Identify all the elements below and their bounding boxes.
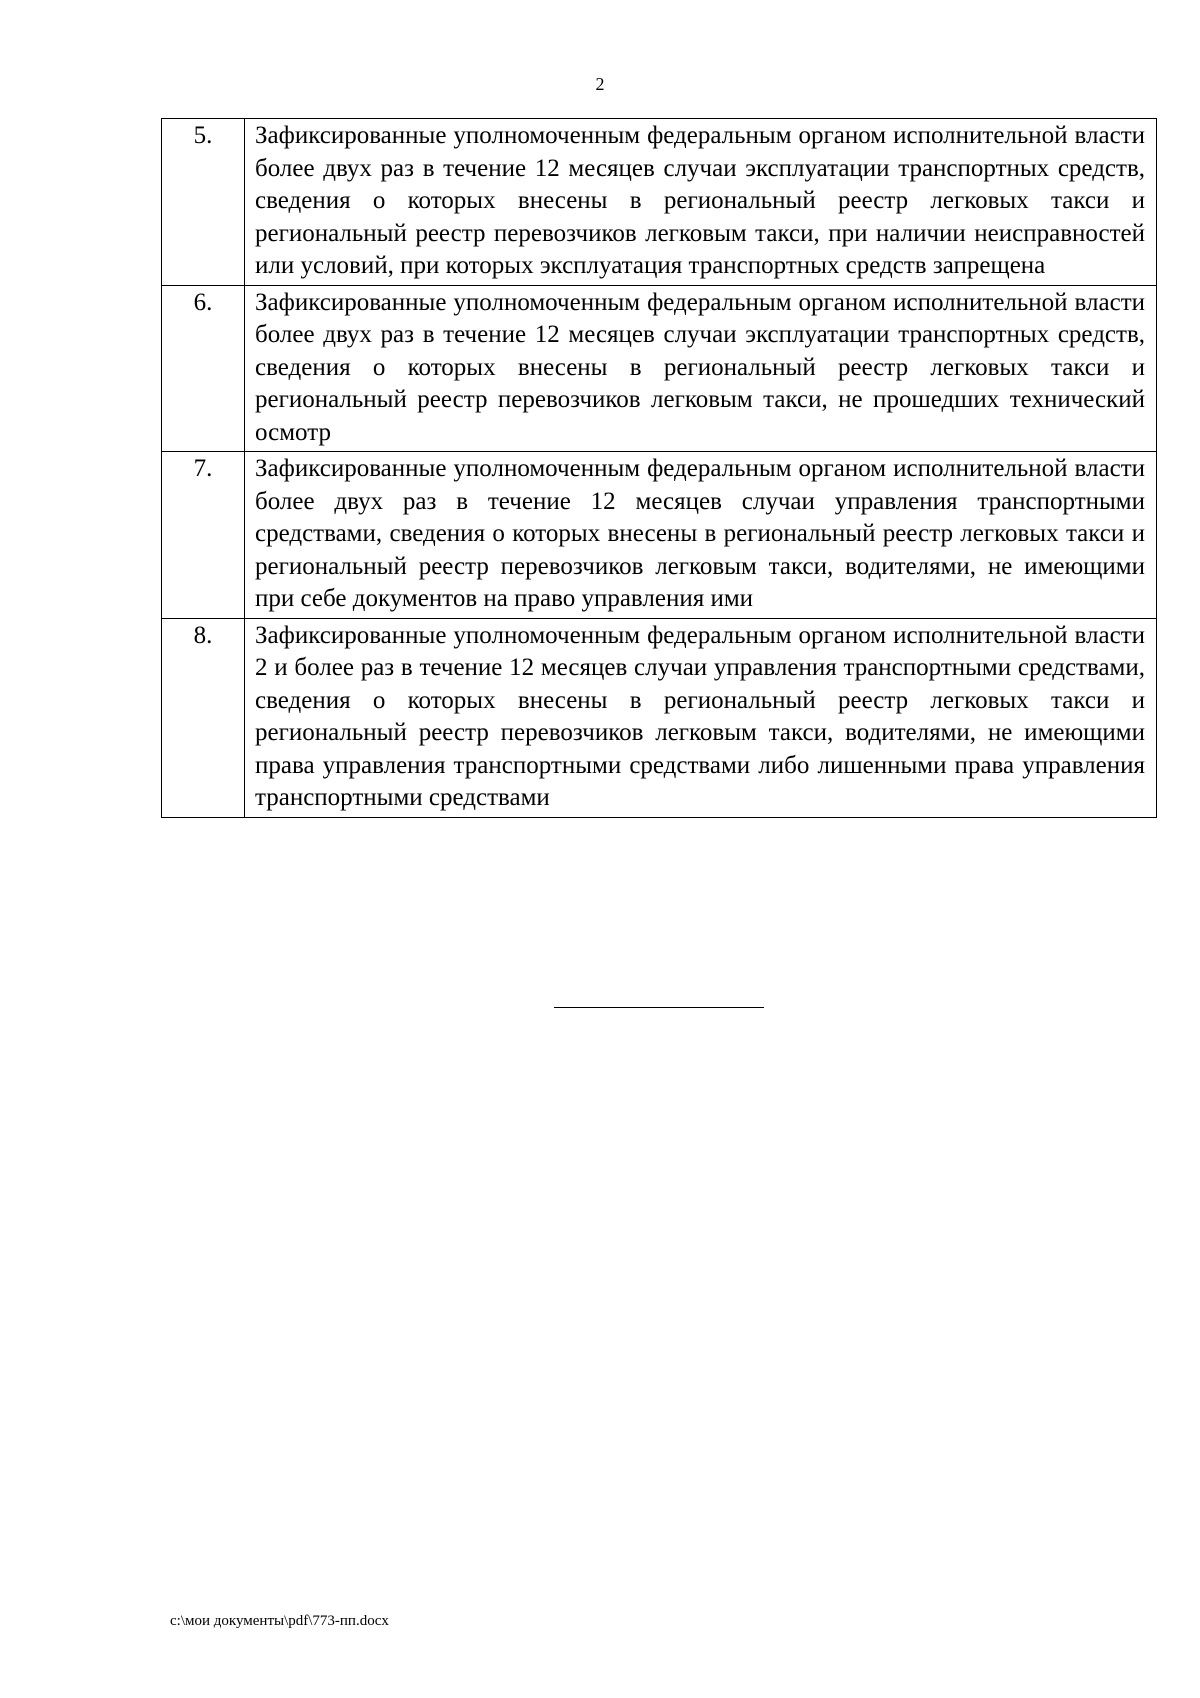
table-row	[162, 285, 1157, 452]
row-number: 6.	[162, 285, 245, 452]
table-row	[162, 119, 1157, 286]
page-number: 2	[595, 74, 605, 94]
row-text: Зафиксированные уполномоченным федеральным органом исполнительной власти более двух раз в течение 12 месяцев случаи управления транспортными средствами, сведения о которых внесены в региональный реестр легковых такси и региональный реестр перевозчиков легковым такси, водителями, не имеющими при себе документов на право управления ими	[245, 452, 1157, 619]
table-row	[162, 452, 1157, 619]
row-text: Зафиксированные уполномоченным федеральным органом исполнительной власти более двух раз в течение 12 месяцев случаи эксплуатации транспортных средств, сведения о которых внесены в региональный реестр легковых такси и региональный реестр перевозчиков легковым такси, не прошедших технический осмотр	[245, 285, 1157, 452]
row-number: 8.	[162, 618, 245, 817]
closing-divider-line	[554, 1007, 764, 1008]
row-text: Зафиксированные уполномоченным федеральным органом исполнительной власти 2 и более раз в течение 12 месяцев случаи управления транспортными средствами, сведения о которых внесены в региональный реестр легковых такси и региональный реестр перевозчиков легковым такси, водителями, не имеющими права управления транспортными средствами либо лишенными права управления транспортными средствами	[245, 618, 1157, 817]
row-number: 7.	[162, 452, 245, 619]
footer-file-path: с:\мои документы\pdf\773-пп.docx	[170, 1613, 389, 1629]
items-table	[161, 118, 1157, 818]
row-text: Зафиксированные уполномоченным федеральным органом исполнительной власти более двух раз в течение 12 месяцев случаи эксплуатации транспортных средств, сведения о которых внесены в региональный реестр легковых такси и региональный реестр перевозчиков легковым такси, при наличии неисправностей или условий, при которых эксплуатация транспортных средств запрещена	[245, 119, 1157, 286]
table-row	[162, 618, 1157, 817]
row-number: 5.	[162, 119, 245, 286]
